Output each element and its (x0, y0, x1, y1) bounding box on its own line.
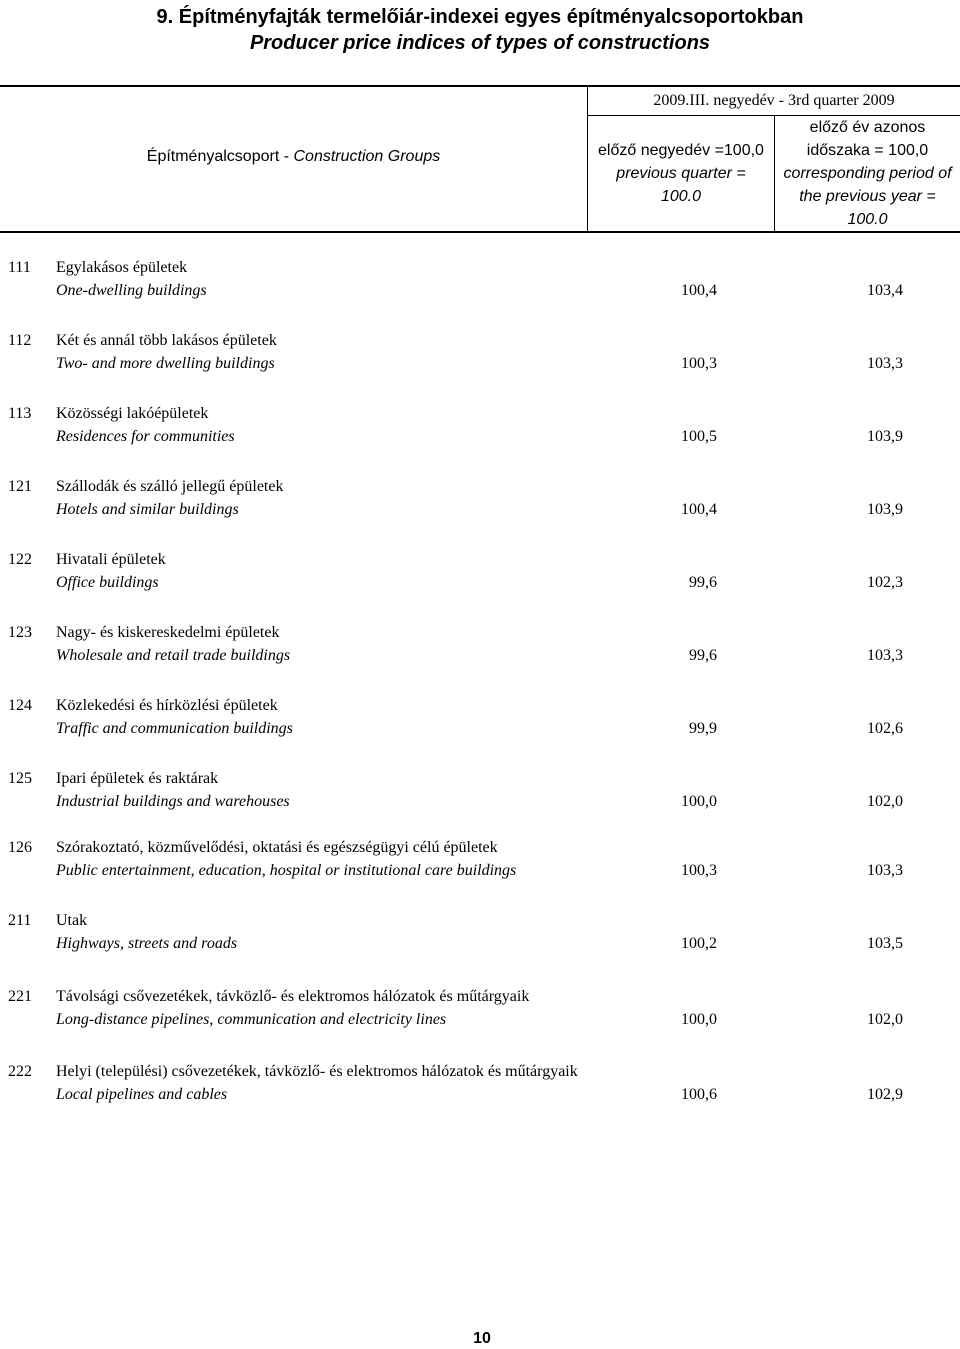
row-value-previous-year: 103,3 (867, 647, 903, 664)
row-name-en: Office buildings (56, 574, 159, 591)
table-row (0, 1060, 960, 1106)
table-row (0, 836, 960, 882)
row-name-en: Traffic and communication buildings (56, 720, 293, 737)
row-names (56, 621, 616, 667)
row-name-hu: Távolsági csővezetékek, távközlő- és elektromos hálózatok és műtárgyaik (56, 988, 530, 1005)
row-name-en: Long-distance pipelines, communication and electricity lines (56, 1011, 447, 1028)
row-name-en: Residences for communities (56, 428, 235, 445)
row-name-hu: Szórakoztató, közművelődési, oktatási és egészségügyi célú épületek (56, 839, 498, 856)
table-row (0, 329, 960, 375)
row-value-previous-quarter: 99,9 (689, 720, 717, 737)
row-code: 221 (8, 988, 32, 1005)
title-english: Producer price indices of types of constructions (249, 32, 711, 54)
row-names (56, 985, 616, 1031)
row-names (56, 836, 616, 882)
table-row (0, 694, 960, 740)
row-name-en: Wholesale and retail trade buildings (56, 647, 291, 664)
row-code: 222 (8, 1063, 32, 1080)
row-value-previous-quarter: 100,0 (681, 793, 717, 810)
row-value-previous-year: 103,9 (867, 501, 903, 518)
row-name-en: Highways, streets and roads (56, 935, 238, 952)
row-name-en: One-dwelling buildings (56, 282, 207, 299)
row-value-previous-quarter: 100,3 (681, 355, 717, 372)
row-name-hu: Utak (56, 912, 88, 929)
row-names (56, 694, 616, 740)
row-name-hu: Egylakásos épületek (56, 259, 188, 276)
column-header-group (0, 148, 587, 166)
row-names (56, 767, 616, 813)
row-code: 126 (8, 839, 32, 856)
row-value-previous-quarter: 99,6 (689, 574, 717, 591)
row-names (56, 475, 616, 521)
row-name-hu: Két és annál több lakásos épületek (56, 332, 277, 349)
row-names (56, 329, 616, 375)
row-name-hu: Közösségi lakóépületek (56, 405, 209, 422)
table-row (0, 621, 960, 667)
row-value-previous-quarter: 100,4 (681, 282, 717, 299)
prev-year-en-line3: 100.0 (847, 211, 888, 228)
row-code: 211 (8, 912, 32, 929)
table-top-rule (0, 85, 960, 87)
prev-quarter-en-line1: previous quarter = (616, 165, 746, 182)
row-value-previous-year: 102,9 (867, 1086, 903, 1103)
row-name-en: Industrial buildings and warehouses (56, 793, 290, 810)
row-value-previous-quarter: 100,3 (681, 862, 717, 879)
row-name-hu: Közlekedési és hírközlési épületek (56, 697, 278, 714)
table-row (0, 402, 960, 448)
column-header-previous-quarter (588, 139, 774, 208)
row-name-hu: Nagy- és kiskereskedelmi épületek (56, 624, 280, 641)
table-body (0, 256, 960, 1106)
row-value-previous-quarter: 100,5 (681, 428, 717, 445)
prev-quarter-en-line2: 100.0 (660, 188, 702, 205)
row-value-previous-quarter: 100,6 (681, 1086, 717, 1103)
row-names (56, 1060, 616, 1106)
row-value-previous-year: 102,6 (867, 720, 903, 737)
row-value-previous-year: 103,5 (867, 935, 903, 952)
row-code: 111 (8, 259, 31, 276)
page-number: 10 (473, 1330, 491, 1347)
column-header-group-en: Construction Groups (293, 148, 441, 165)
row-value-previous-year: 103,3 (867, 862, 903, 879)
column-header-period: 2009.III. negyedév - 3rd quarter 2009 (653, 92, 895, 109)
row-name-hu: Szállodák és szálló jellegű épületek (56, 478, 284, 495)
row-name-hu: Helyi (települési) csővezetékek, távközlő- és elektromos hálózatok és műtárgyaik (56, 1063, 578, 1080)
title-hungarian: 9. Építményfajták termelőiár-indexei egyes építményalcsoportokban (156, 6, 804, 28)
table-row (0, 256, 960, 302)
row-name-en: Two- and more dwelling buildings (56, 355, 275, 372)
row-name-en: Hotels and similar buildings (56, 501, 239, 518)
row-code: 123 (8, 624, 32, 641)
column-header-group-hu: Építményalcsoport - (146, 148, 294, 165)
row-names (56, 548, 616, 594)
column-header-previous-year (775, 116, 960, 231)
row-value-previous-year: 102,0 (867, 793, 903, 810)
row-value-previous-year: 102,0 (867, 1011, 903, 1028)
table-row (0, 475, 960, 521)
row-name-en: Public entertainment, education, hospital or institutional care buildings (56, 862, 517, 879)
prev-year-en-line2: the previous year = (799, 188, 936, 205)
table-row (0, 548, 960, 594)
prev-year-hu-line2: időszaka = 100,0 (806, 142, 929, 159)
table-row (0, 985, 960, 1031)
row-code: 121 (8, 478, 32, 495)
row-code: 124 (8, 697, 32, 714)
row-name-en: Local pipelines and cables (56, 1086, 228, 1103)
table-row (0, 767, 960, 813)
row-value-previous-year: 103,4 (867, 282, 903, 299)
row-code: 112 (8, 332, 32, 349)
row-value-previous-quarter: 99,6 (689, 647, 717, 664)
header-bottom-rule (0, 231, 960, 233)
row-code: 125 (8, 770, 32, 787)
row-value-previous-year: 102,3 (867, 574, 903, 591)
prev-year-hu-line1: előző év azonos (809, 119, 926, 136)
row-name-hu: Ipari épületek és raktárak (56, 770, 219, 787)
title-block (0, 4, 960, 56)
row-names (56, 909, 616, 955)
row-names (56, 256, 616, 302)
row-value-previous-year: 103,9 (867, 428, 903, 445)
prev-year-en-line1: corresponding period of (783, 165, 952, 182)
row-value-previous-quarter: 100,4 (681, 501, 717, 518)
row-names (56, 402, 616, 448)
row-value-previous-year: 103,3 (867, 355, 903, 372)
table-row (0, 909, 960, 955)
row-name-hu: Hivatali épületek (56, 551, 166, 568)
row-value-previous-quarter: 100,2 (681, 935, 717, 952)
row-code: 113 (8, 405, 32, 422)
prev-quarter-hu: előző negyedév =100,0 (598, 142, 764, 159)
row-value-previous-quarter: 100,0 (681, 1011, 717, 1028)
row-code: 122 (8, 551, 32, 568)
